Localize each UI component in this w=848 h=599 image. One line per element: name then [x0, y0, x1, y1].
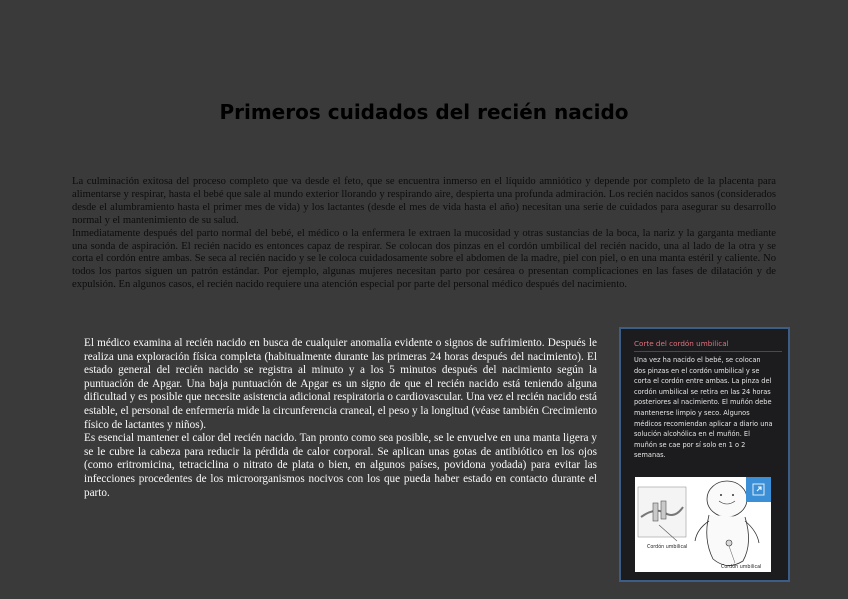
image-label-right: Cordón umbilical — [721, 565, 762, 570]
umbilical-cord-illustration[interactable] — [635, 477, 771, 572]
main-paragraph: Es esencial mantener el calor del recién nacido. Tan pronto como sea posible, se le envuelve en una manta ligera y se le cubre la cabeza para reducir la pérdida de calor corporal. Se aplican unas gotas de antibiótico en los ojos (como eritromicina, tetraciclina o nitrato de plata o bien, en algunos países, povidona yodada) para evitar las infecciones procedentes de los microorganismos nocivos con los que pueda haber estado en contacto durante el parto. — [84, 432, 597, 499]
sidebar-title: Corte del cordón umbilical — [634, 339, 782, 352]
page-title: Primeros cuidados del recién nacido — [219, 100, 629, 124]
main-paragraph: El médico examina al recién nacido en busca de cualquier anomalía evidente o signos de sufrimiento. Después le realiza una exploración física completa (habitualmente durante las primeras 24 horas después del nacimiento). El estado general del recién nacido se registra al minuto y a los 5 minutos después del nacimiento según la puntuación de Apgar. Una baja puntuación de Apgar es un signo de que el recién nacido está teniendo alguna dificultad y es posible que necesite asistencia adicional respiratoria o cardiovascular. Una vez el recién nacido está estable, el personal de enfermería mide la circunferencia craneal, el peso y la longitud (véase también Crecimiento físico de lactantes y niños). — [84, 337, 597, 431]
intro-paragraph: La culminación exitosa del proceso completo que va desde el feto, que se encuentra inmerso en el líquido amniótico y depende por completo de la placenta para alimentarse y respirar, hasta el bebé que sale al mundo exterior llorando y respirando aire, despierta una profunda admiración. Los recién nacidos sanos (considerados desde el alumbramiento hasta el primer mes de vida) y los lactantes (desde el mes de vida hasta el año) necesitan una serie de cuidados para asegurar su desarrollo normal y el mantenimiento de su salud. — [72, 176, 776, 226]
image-label-left: Cordón umbilical — [647, 545, 688, 550]
sidebar-text: Una vez ha nacido el bebé, se colocan dos pinzas en el cordón umbilical y se corta el cordón entre ambas. La pinza del cordón umbilical se retira en las 24 horas posteriores al nacimiento. El muñón debe mantenerse limpio y seco. Algunos médicos recomiendan aplicar a diario una solución alcohólica en el muñón. El muñón se cae por sí solo en 1 o 2 semanas. — [634, 356, 773, 460]
main-text — [84, 337, 597, 500]
intro-section — [72, 176, 776, 292]
expand-image-button[interactable] — [746, 477, 771, 502]
expand-icon — [752, 483, 765, 496]
sidebar-box — [619, 327, 790, 582]
intro-paragraph: Inmediatamente después del parto normal del bebé, el médico o la enfermera le extraen la mucosidad y otras sustancias de la boca, la nariz y la garganta mediante una sonda de aspiración. El recién nacido es entonces capaz de respirar. Se colocan dos pinzas en el cordón umbilical del recién nacido, una al lado de la otra y se corta el cordón entre ambas. Se seca al recién nacido y se le coloca cuidadosamente sobre el abdomen de la madre, piel con piel, o en una manta estéril y caliente. No todos los partos siguen un patrón estándar. Por ejemplo, algunas mujeres necesitan parto por cesárea o presentan complicaciones en las fases de dilatación y de expulsión. En algunos casos, el recién nacido requiere una atención especial por parte del personal médico después del nacimiento. — [72, 227, 776, 291]
